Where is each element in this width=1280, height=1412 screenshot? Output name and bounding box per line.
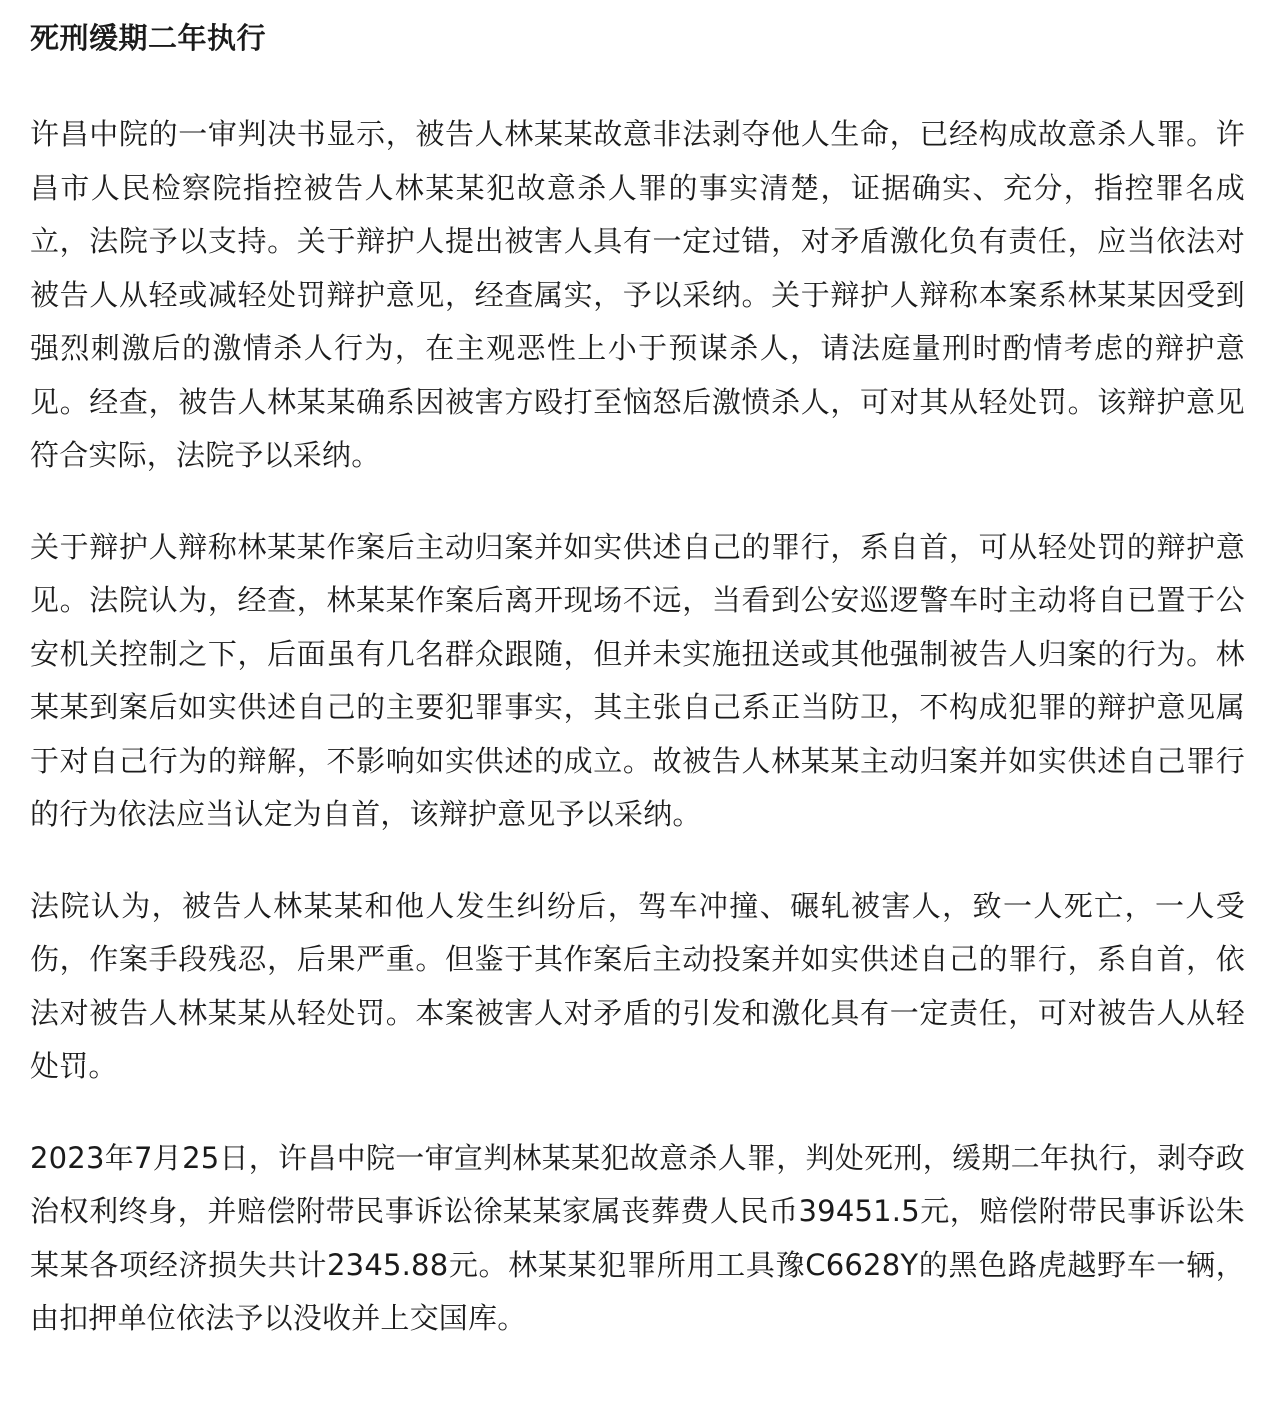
article-title: 死刑缓期二年执行	[30, 21, 267, 55]
paragraph-first-instance-judgment: 许昌中院的一审判决书显示，被告人林某某故意非法剥夺他人生命，已经构成故意杀人罪。许昌市人民检察院指控被告人林某某犯故意杀人罪的事实清楚，证据确实、充分，指控罪名成立，法院予以支持。关于辩护人提出被害人具有一定过错，对矛盾激化负有责任，应当依法对被告人从轻或减轻处罚辩护意见，经查属实，予以采纳。关于辩护人辩称本案系林某某因受到强烈刺激后的激情杀人行为，在主观恶性上小于预谋杀人，请法庭量刑时酌情考虑的辩护意见。经查，被告人林某某确系因被害方殴打至恼怒后激愤杀人，可对其从轻处罚。该辩护意见符合实际，法院予以采纳。	[30, 117, 1245, 472]
paragraph-court-opinion: 法院认为，被告人林某某和他人发生纠纷后，驾车冲撞、碾轧被害人，致一人死亡，一人受伤，作案手段残忍，后果严重。但鉴于其作案后主动投案并如实供述自己的罪行，系自首，依法对被告人林某某从轻处罚。本案被害人对矛盾的引发和激化具有一定责任，可对被告人从轻处罚。	[30, 888, 1245, 1083]
paragraph-sentence: 2023年7月25日，许昌中院一审宣判林某某犯故意杀人罪，判处死刑，缓期二年执行，剥夺政治权利终身，并赔偿附带民事诉讼徐某某家属丧葬费人民币39451.5元，赔偿附带民事诉讼朱某某各项经济损失共计2345.88元。林某某犯罪所用工具豫C6628Y的黑色路虎越野车一辆，由扣押单位依法予以没收并上交国库。	[30, 1140, 1245, 1335]
paragraph-surrender-defense: 关于辩护人辩称林某某作案后主动归案并如实供述自己的罪行，系自首，可从轻处罚的辩护意见。法院认为，经查，林某某作案后离开现场不远，当看到公安巡逻警车时主动将自已置于公安机关控制之下，后面虽有几名群众跟随，但并未实施扭送或其他强制被告人归案的行为。林某某到案后如实供述自己的主要犯罪事实，其主张自己系正当防卫，不构成犯罪的辩护意见属于对自己行为的辩解，不影响如实供述的成立。故被告人林某某主动归案并如实供述自己罪行的行为依法应当认定为自首，该辩护意见予以采纳。	[30, 529, 1245, 831]
article	[30, 14, 1245, 1346]
